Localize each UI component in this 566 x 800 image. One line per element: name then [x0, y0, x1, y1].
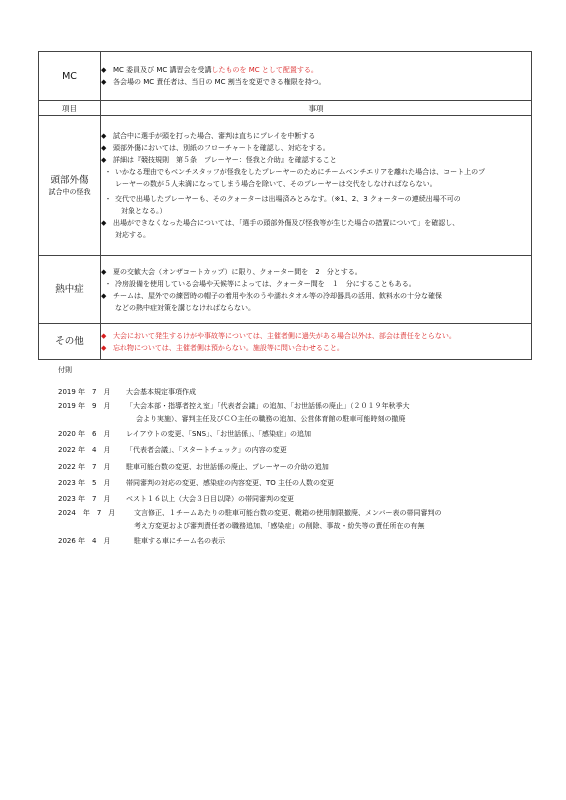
history-date: 2020 年 6 月	[58, 430, 111, 439]
rules-table	[38, 51, 532, 360]
head-injury-sub-item-cont: 対象となる。）	[121, 207, 167, 215]
label-mc: MC	[39, 52, 101, 101]
heatstroke-item-text: 夏の交歓大会（オンザコートカップ）に限り、クォーター間を 2 分とする。	[113, 267, 362, 276]
history-date: 2023 年 5 月	[58, 478, 111, 487]
mc-item-1	[101, 64, 531, 76]
head-injury-item	[101, 217, 531, 229]
heatstroke-item	[101, 266, 531, 278]
heatstroke-item-text: 冷房設備を使用している会場や天候等によっては、クォーター間を １ 分にすることもある。	[115, 279, 416, 288]
diamond-bullet-icon: ◆	[101, 144, 107, 152]
row-other	[39, 324, 532, 360]
history-text: 駐車可能台数の変更、お世話係の廃止、プレーヤーの介助の追加	[126, 462, 329, 471]
label-head-injury	[39, 116, 101, 256]
dot-bullet-icon: ・	[104, 195, 112, 203]
history-text: 「大会本部・指導者控え室」「代表者会議」の追加、「お世話係の廃止」（２０１９年秋季大	[126, 402, 410, 411]
history-row	[58, 459, 528, 475]
row-heatstroke	[39, 256, 532, 324]
diamond-bullet-icon: ◆	[101, 291, 107, 300]
diamond-bullet-icon: ◆	[101, 343, 107, 352]
content-heatstroke	[101, 256, 532, 324]
history-date: 2019 年 9 月	[58, 402, 111, 411]
diamond-bullet-icon: ◆	[101, 331, 107, 340]
appendix	[58, 364, 528, 549]
other-item-text: 大会において発生するけがや事故等については、主催者側に過失がある場合以外は、部会は責任をとらない。	[113, 331, 456, 340]
appendix-title: 付則	[58, 366, 72, 374]
heatstroke-item-text: チームは、屋外での練習時の帽子の着用や氷のうや濡れタオル等の冷却器具の活用、飲料水の十分な確保	[113, 291, 442, 300]
history-date: 2024 年 7 月	[58, 509, 116, 518]
history-text: 「代表者会議」、「スタートチェック」の内容の変更	[126, 446, 287, 455]
history-text: 帯同審判の対応の変更、感染症の内容変更、TO 主任の人数の変更	[126, 478, 335, 487]
history-text: 大会基本規定事項作成	[126, 388, 196, 396]
head-injury-item-text: 頭部外傷においては、別紙のフローチャートを確認し、対応をする。	[113, 144, 330, 152]
head-injury-title: 頭部外傷	[50, 175, 89, 186]
content-mc	[101, 52, 532, 101]
dot-bullet-icon: ・	[104, 279, 112, 288]
row-head-injury	[39, 116, 532, 256]
history-date: 2026 年 4 月	[58, 537, 111, 546]
head-injury-item	[101, 142, 531, 154]
history-row	[58, 442, 528, 458]
history-row	[58, 491, 528, 507]
head-injury-item	[101, 154, 531, 166]
history-date: 2022 年 7 月	[58, 462, 111, 471]
history-text-cont: 会より実施）、審判主任及びＣＯ主任の職務の追加、公営体育館の駐車可能時刻の撤廃	[136, 415, 406, 424]
label-other: その他	[39, 324, 101, 360]
head-injury-sub-item	[101, 166, 531, 178]
diamond-bullet-icon: ◆	[101, 219, 107, 227]
row-header	[39, 101, 532, 116]
head-injury-item-text: いかなる理由でもベンチスタッフが怪我をしたプレーヤーのためにチームベンチエリアを離れた場合は、コート上のプ	[115, 168, 486, 176]
history-date: 2019 年 7 月	[58, 388, 111, 396]
history-row	[58, 533, 528, 549]
other-item	[101, 330, 531, 342]
header-matter: 事項	[101, 101, 532, 116]
content-head-injury	[101, 116, 532, 256]
diamond-bullet-icon: ◆	[101, 156, 107, 164]
head-injury-item-text: 試合中に選手が頭を打った場合、審判は直ちにプレイを中断する	[113, 132, 316, 140]
mc-item-1-red-text: したものを MC として配置する。	[211, 66, 318, 74]
mc-item-2-text: 各会場の MC 責任者は、当日の MC 割当を変更できる権限を持つ。	[113, 78, 326, 86]
other-item	[101, 342, 531, 354]
diamond-bullet-icon: ◆	[101, 78, 107, 86]
label-heatstroke: 熱中症	[39, 256, 101, 324]
history-row	[58, 426, 528, 442]
diamond-bullet-icon: ◆	[101, 132, 107, 140]
history-text: 駐車する車にチーム名の表示	[134, 537, 225, 546]
history-text-cont: 考え方変更および審判責任者の職務追加、「感染症」の削除、事故・紛失等の責任所在の有無	[134, 522, 425, 531]
history-row	[58, 507, 528, 533]
history-row	[58, 384, 528, 400]
history-date: 2022 年 4 月	[58, 446, 111, 455]
head-injury-item-text: 交代で出場したプレーヤーも、そのクォーターは出場済みとみなす。（※1、2、3 クォーターの連続出場不可の	[115, 195, 461, 203]
mc-item-2	[101, 76, 531, 88]
head-injury-item	[101, 130, 531, 142]
diamond-bullet-icon: ◆	[101, 267, 107, 276]
history-row	[58, 475, 528, 491]
heatstroke-sub-item	[101, 278, 531, 290]
head-injury-sub-item	[101, 193, 531, 205]
row-mc	[39, 52, 532, 101]
content-other	[101, 324, 532, 360]
history-text: レイアウトの変更、「SNS」、「お世話係」、「感染症」の追加	[126, 430, 312, 439]
header-item: 項目	[39, 101, 101, 116]
head-injury-item-text: 出場ができなくなった場合については、「選手の頭部外傷及び怪我等が生じた場合の措置について」を確認し、	[113, 219, 460, 227]
history-row	[58, 400, 528, 426]
history-date: 2023 年 7 月	[58, 494, 111, 503]
history-text: ベスト１６以上（大会３日目以降）の帯同審判の変更	[126, 494, 294, 503]
head-injury-sub-item-cont: レーヤーの数が５人未満になってしまう場合を除いて、そのプレーヤーは交代をしなければならない。	[115, 180, 437, 188]
history-text: 文言修正、１チームあたりの駐車可能台数の変更、靴箱の使用制限撤廃、メンバー表の帯同審判の	[134, 509, 442, 518]
diamond-bullet-icon: ◆	[101, 66, 107, 74]
heatstroke-item	[101, 290, 531, 302]
head-injury-item-cont: 対応する。	[115, 231, 150, 239]
head-injury-subtitle: 試合中の怪我	[48, 188, 91, 196]
heatstroke-item-cont: などの熱中症対策を講じなければならない。	[115, 303, 255, 312]
dot-bullet-icon: ・	[104, 168, 112, 176]
other-item-text: 忘れ物については、主催者側は預からない。施設等に問い合わせること。	[113, 343, 344, 352]
mc-item-1-text: MC 委員及び MC 講習会を受講	[113, 66, 212, 74]
head-injury-item-text: 詳細は『競技規則 第５条 プレーヤー：怪我と介助』を確認すること	[113, 156, 337, 164]
